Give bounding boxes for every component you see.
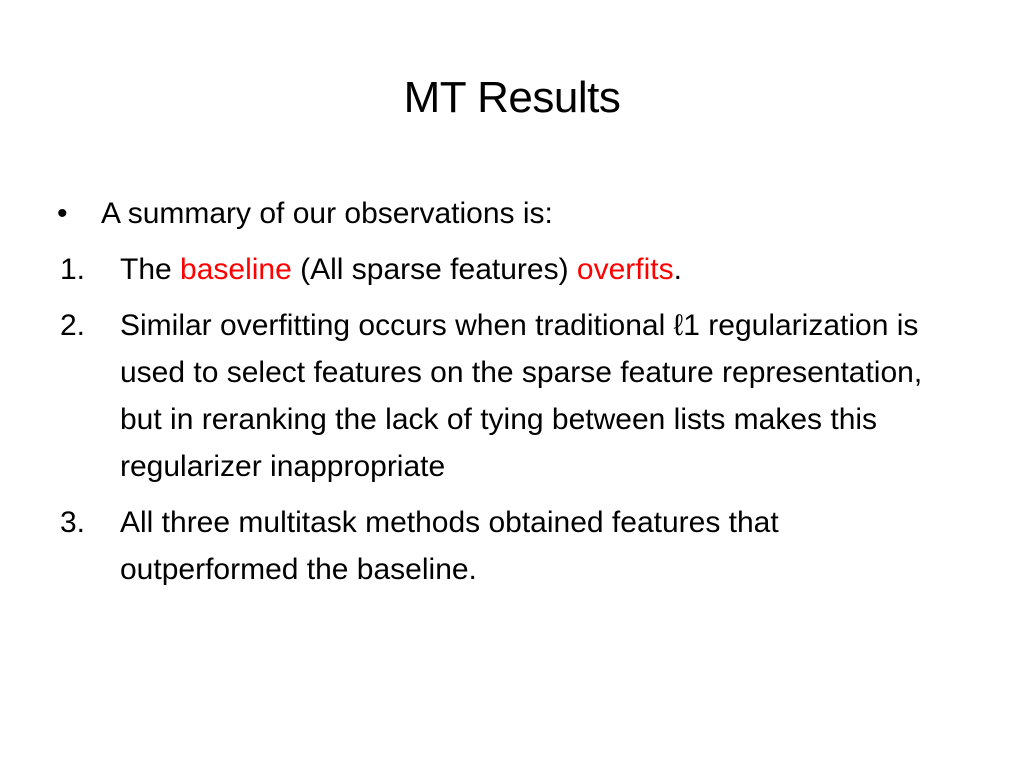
numbered-item-1 — [0, 246, 950, 293]
slide-title: MT Results — [403, 73, 621, 122]
item-text-part: (All sparse features) — [291, 253, 577, 286]
item-text: All three multitask methods obtained features that outperformed the baseline. — [120, 506, 779, 586]
item-text: Similar overfitting occurs when traditional ℓ1 regularization is used to select features on the sparse feature representation, but in reranking the lack of tying between lists makes this regularizer inappropriate — [120, 309, 923, 483]
highlight-overfits: overfits — [576, 253, 674, 286]
slide-body — [0, 190, 1024, 602]
item-number: 2. — [60, 309, 86, 342]
item-text-part: . — [673, 253, 682, 286]
item-number: 3. — [60, 506, 86, 539]
numbered-item-3 — [0, 499, 950, 593]
highlight-baseline: baseline — [180, 253, 292, 286]
item-text-part: The — [120, 253, 181, 286]
bullet-text: A summary of our observations is: — [101, 197, 553, 230]
bullet-marker: • — [57, 197, 68, 230]
numbered-item-2 — [0, 302, 950, 490]
bullet-item — [0, 190, 931, 237]
item-number: 1. — [60, 253, 86, 286]
